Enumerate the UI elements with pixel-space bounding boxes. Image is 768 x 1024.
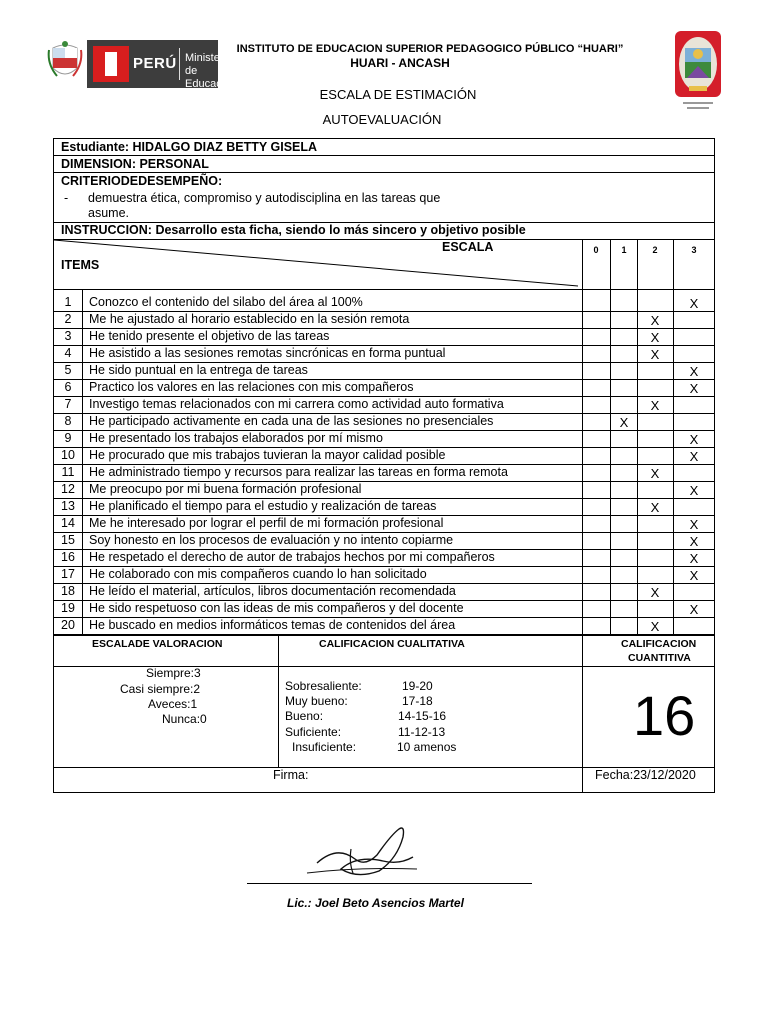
row-text: Investigo temas relacionados con mi carrera como actividad auto formativa [89,397,504,411]
calificacion-cuantitativa-header-line2: CUANTITIVA [628,652,691,664]
signature-line [247,883,532,884]
col-divider [582,239,583,635]
table-row [54,379,714,396]
criterio-text-line1: demuestra ética, compromiso y autodisciplina en las tareas que [88,191,441,205]
col-divider [278,635,279,767]
qual-label-bueno: Bueno: [285,709,324,723]
instruction-text: INSTRUCCION: Desarrollo esta ficha, siendo lo más sincero y objetivo posible [61,223,526,237]
row-text: He respetado el derecho de autor de trabajos hechos por mi compañeros [89,550,495,564]
student-name: Estudiante: HIDALGO DIAZ BETTY GISELA [61,140,318,154]
row-text: He procurado que mis trabajos tuvieran la mayor calidad posible [89,448,446,462]
table-row [54,311,714,328]
row-text: He colaborado con mis compañeros cuando lo han solicitado [89,567,427,581]
peru-coat-of-arms-icon [47,40,83,86]
divider [54,289,714,290]
ministry-name-line2: de Educación [185,65,237,90]
score-mark: X [689,568,699,583]
score-mark: X [689,517,699,532]
row-number: 1 [64,295,72,309]
divider [54,635,714,636]
score-mark: X [650,619,660,634]
table-row [54,600,714,617]
table-row [54,617,714,634]
row-text: Soy honesto en los procesos de evaluación y no intento copiarme [89,533,454,547]
row-number: 3 [64,329,72,343]
header-diagonal [54,239,584,291]
row-number: 9 [64,431,72,445]
table-row [54,583,714,600]
items-label: ITEMS [61,258,100,272]
final-grade: 16 [633,684,696,747]
ministry-name-line1: Ministerio [185,52,233,64]
score-mark: X [689,534,699,549]
peru-brand-text: PERÚ [133,55,177,72]
qual-value-muy-bueno: 17-18 [402,694,433,708]
score-mark: X [689,381,699,396]
row-text: Conozco el contenido del silabo del área al 100% [89,295,363,309]
table-row [54,464,714,481]
qual-value-insuficiente: 10 amenos [397,740,457,754]
score-mark: X [650,398,660,413]
score-mark: X [650,347,660,362]
table-row [54,498,714,515]
calificacion-cualitativa-header: CALIFICACION CUALITATIVA [319,638,465,650]
row-number: 15 [61,533,75,547]
table-row [54,430,714,447]
table-row [54,447,714,464]
score-mark: X [650,585,660,600]
row-text: He presentado los trabajos elaborados por mí mismo [89,431,383,445]
table-row [54,289,714,311]
row-text: He tenido presente el objetivo de las tareas [89,329,330,343]
row-number: 7 [64,397,72,411]
table-row [54,566,714,583]
qual-value-bueno: 14-15-16 [398,709,447,723]
col-divider [673,239,674,635]
row-number: 18 [61,584,75,598]
row-text: Me preocupo por mi buena formación profesional [89,482,362,496]
score-mark: X [650,500,660,515]
row-number: 6 [64,380,72,394]
table-row [54,532,714,549]
score-mark: X [689,602,699,617]
criterio-text-line2: asume. [88,206,129,220]
criterio-bullet: - [64,191,69,205]
col-divider [582,635,583,792]
evaluation-form [53,138,715,793]
col-divider [637,239,638,635]
qual-label-sobresaliente: Sobresaliente: [285,679,362,693]
row-number: 16 [61,550,75,564]
dimension-label: DIMENSION: PERSONAL [61,157,209,171]
escala-label: ESCALA [442,240,494,254]
score-mark: X [650,330,660,345]
table-row [54,515,714,532]
row-number: 5 [64,363,72,377]
scale-siempre: Siempre:3 [146,666,201,680]
divider [54,155,714,156]
score-mark: X [689,296,699,311]
signer-name: Lic.: Joel Beto Asencios Martel [287,896,464,910]
handwritten-signature [287,815,427,885]
scale-header-3: 3 [691,245,697,255]
row-text: He administrado tiempo y recursos para realizar las tareas en forma remota [89,465,508,479]
criterio-label: CRITERIODEDESEMPEÑO: [61,174,223,188]
score-mark: X [689,449,699,464]
firma-label: Firma: [273,768,309,782]
row-number: 12 [61,482,75,496]
table-row [54,328,714,345]
row-number: 4 [64,346,72,360]
calificacion-cuantitativa-header-line1: CALIFICACION [621,638,697,650]
document-title: ESCALA DE ESTIMACIÓN [319,87,477,102]
institute-location: HUARI - ANCASH [350,56,450,70]
row-number: 20 [61,618,75,632]
row-text: Me he ajustado al horario establecido en la sesión remota [89,312,410,326]
row-text: He buscado en medios informáticos temas de contenidos del área [89,618,456,632]
scale-header-1: 1 [621,245,627,255]
escala-valoracion-header: ESCALADE VALORACION [92,638,223,650]
row-text: Practico los valores en las relaciones con mis compañeros [89,380,414,394]
document-subtitle: AUTOEVALUACIÓN [322,112,442,127]
row-number: 14 [61,516,75,530]
col-divider [610,239,611,635]
fecha-label: Fecha:23/12/2020 [595,768,696,782]
scale-header-0: 0 [593,245,599,255]
scale-nunca: Nunca:0 [162,712,207,726]
row-text: He sido puntual en la entrega de tareas [89,363,308,377]
scale-aveces: Aveces:1 [148,697,198,711]
score-mark: X [689,364,699,379]
row-text: He participado activamente en cada una de las sesiones no presenciales [89,414,494,428]
table-row [54,413,714,430]
row-number: 8 [64,414,72,428]
row-text: He asistido a las sesiones remotas sincrónicas en forma puntual [89,346,446,360]
table-row [54,396,714,413]
row-number: 19 [61,601,75,615]
table-row [54,549,714,566]
row-number: 10 [61,448,75,462]
row-text: He planificado el tiempo para el estudio y realización de tareas [89,499,437,513]
qual-value-sobresaliente: 19-20 [402,679,433,693]
row-number: 2 [64,312,72,326]
row-number: 11 [61,465,75,479]
scale-casi-siempre: Casi siempre:2 [120,682,201,696]
score-mark: X [619,415,629,430]
qual-label-muy-bueno: Muy bueno: [285,694,348,708]
score-mark: X [689,551,699,566]
score-mark: X [689,432,699,447]
table-row [54,362,714,379]
qual-label-suficiente: Suficiente: [285,725,342,739]
score-mark: X [650,466,660,481]
scale-header-2: 2 [652,245,658,255]
table-row [54,481,714,498]
row-text: Me he interesado por lograr el perfil de mi formación profesional [89,516,444,530]
score-mark: X [689,483,699,498]
row-number: 13 [61,499,75,513]
table-row [54,345,714,362]
divider [54,172,714,173]
qual-label-insuficiente: Insuficiente: [292,740,357,754]
row-text: He sido respetuoso con las ideas de mis compañeros y del docente [89,601,464,615]
institute-title: INSTITUTO DE EDUCACION SUPERIOR PEDAGOGICO PÚBLICO “HUARI” [236,43,624,55]
row-text: He leído el material, artículos, libros documentación recomendada [89,584,456,598]
row-number: 17 [61,567,75,581]
score-mark: X [650,313,660,328]
num-col-divider [82,289,83,635]
qual-value-suficiente: 11-12-13 [398,725,446,739]
